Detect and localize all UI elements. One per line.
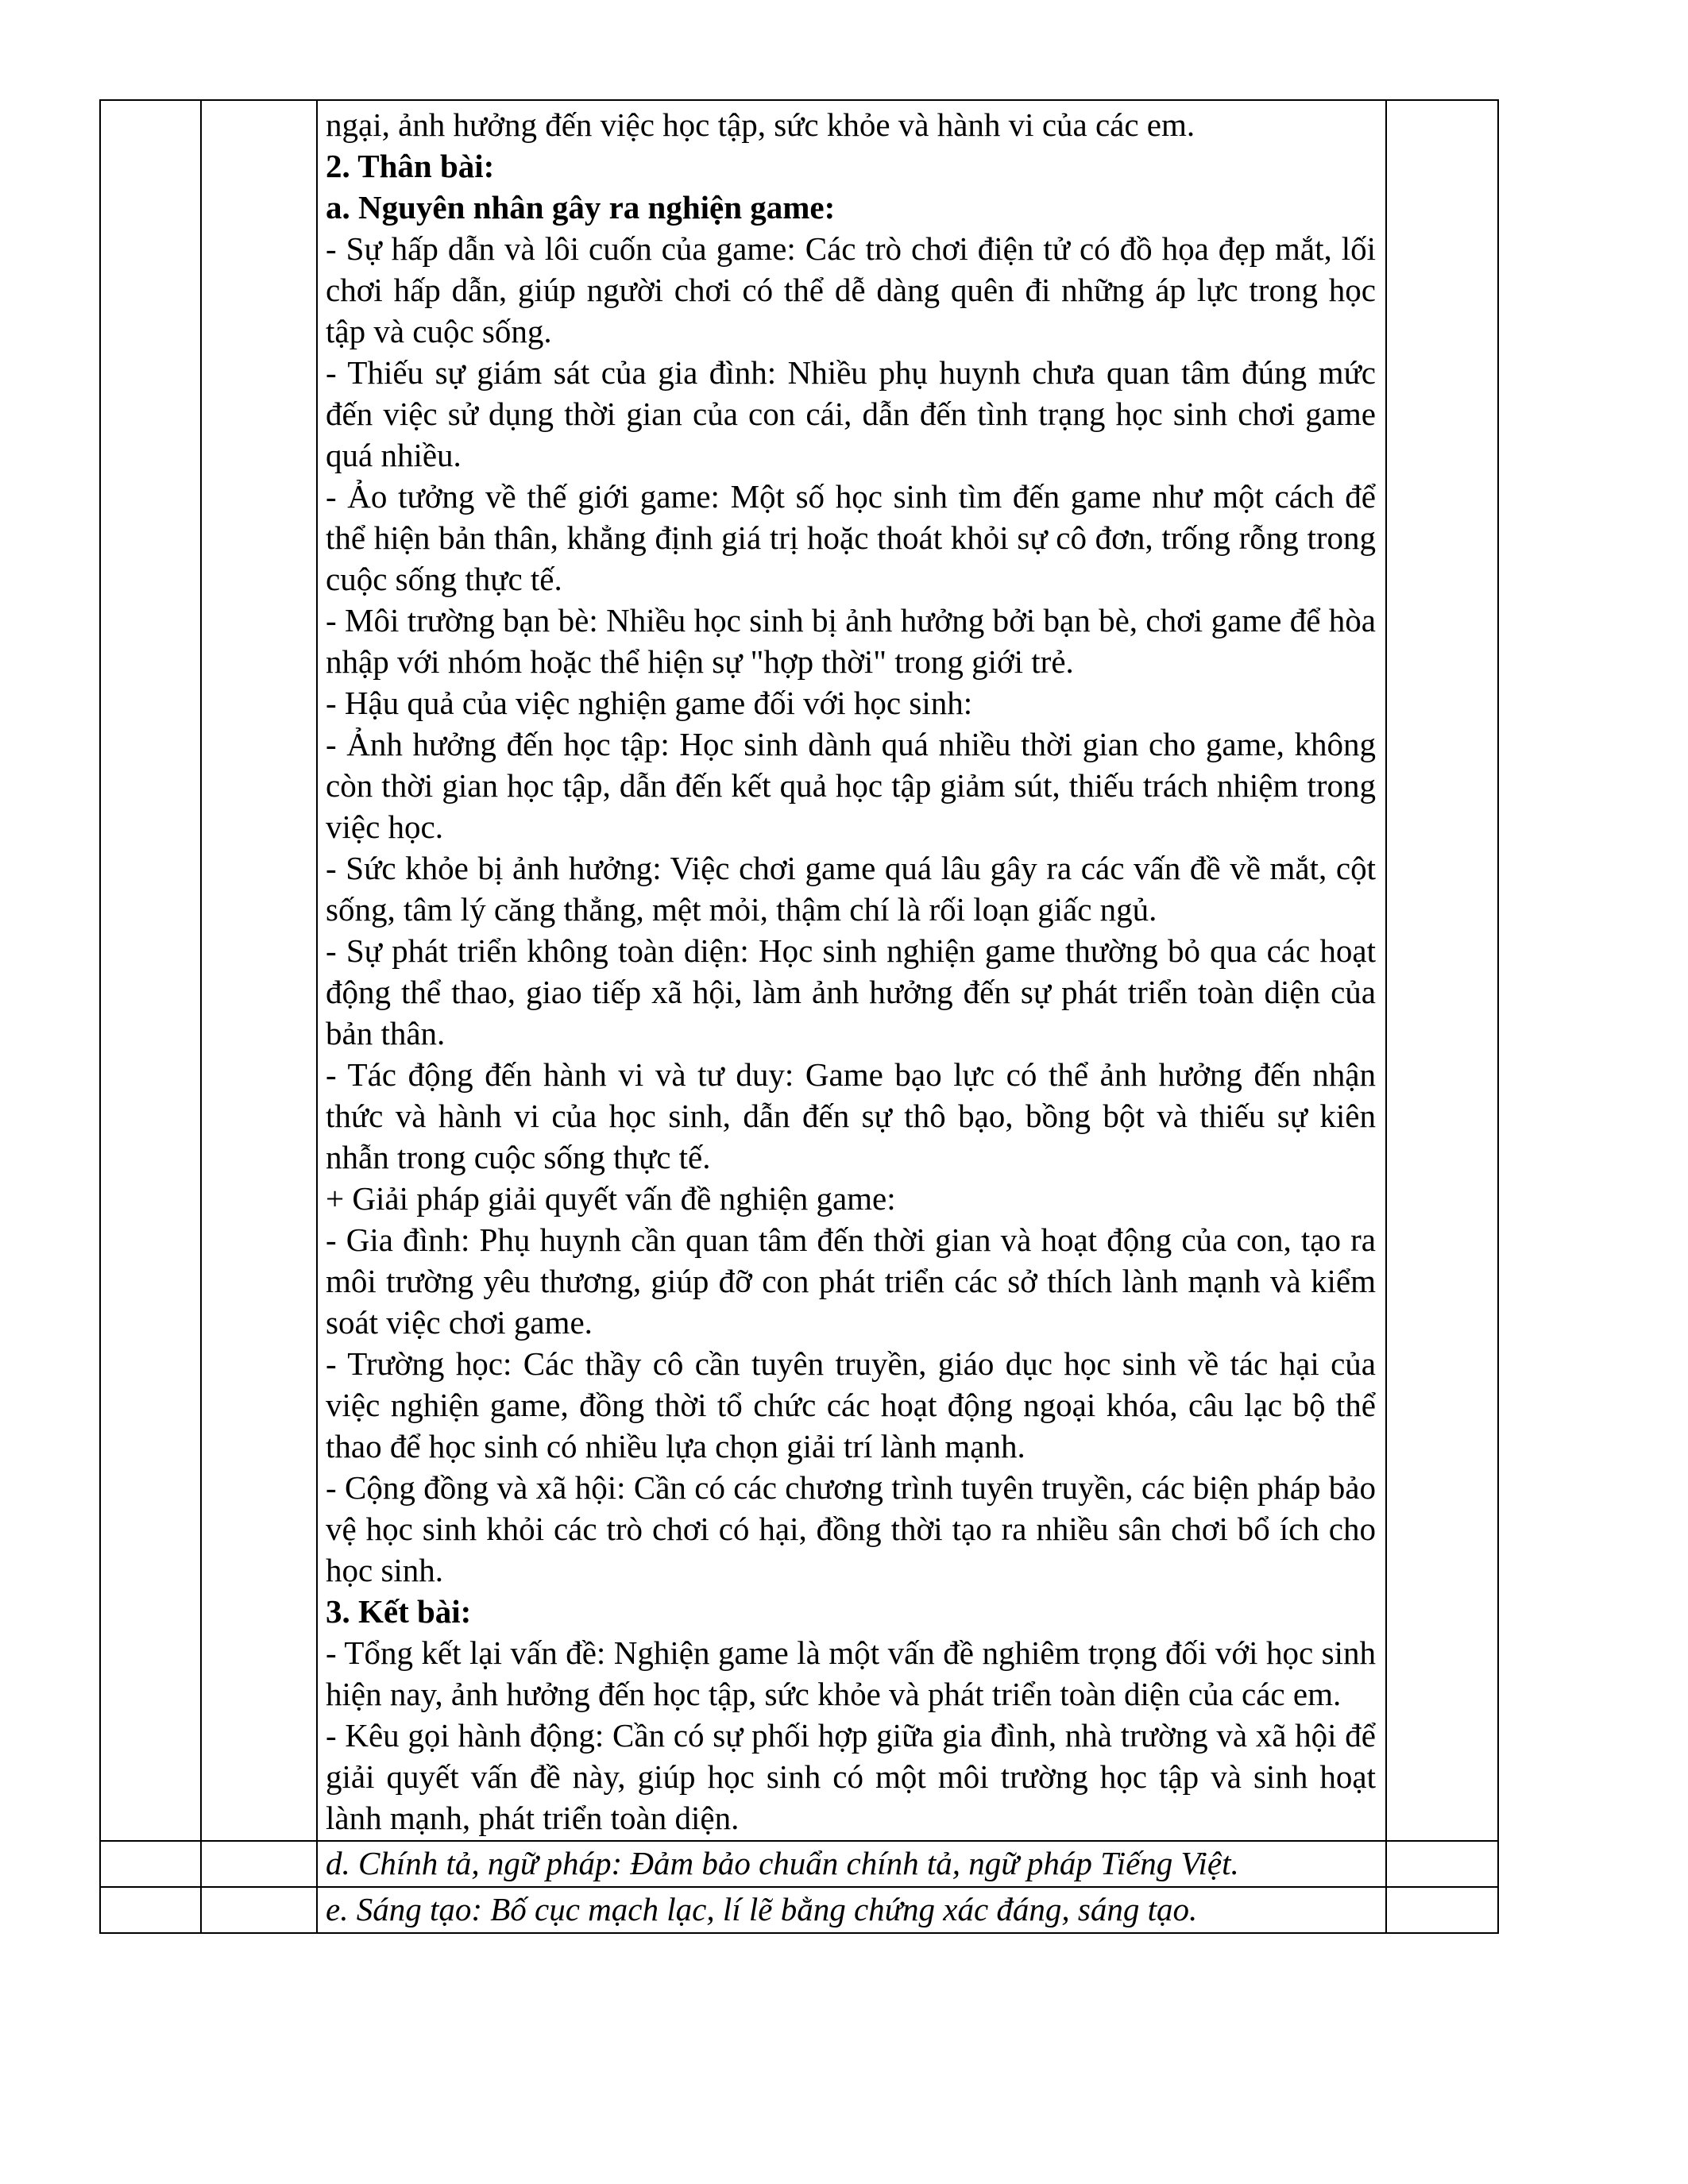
cell-part bbox=[201, 1887, 317, 1933]
paragraph: - Ảnh hưởng đến học tập: Học sinh dành quá nhiều thời gian cho game, không còn thời gian học tập, dẫn đến kết quả học tập giảm sút, thiếu trách nhiệm trong việc học. bbox=[326, 726, 1376, 845]
cell-part bbox=[201, 100, 317, 1841]
paragraph: + Giải pháp giải quyết vấn đề nghiện game: bbox=[326, 1180, 896, 1217]
cell-score bbox=[1386, 1841, 1498, 1887]
table-row-essay-outline bbox=[100, 100, 1498, 1841]
paragraph: - Gia đình: Phụ huynh cần quan tâm đến thời gian và hoạt động của con, tạo ra môi trường yêu thương, giúp đỡ con phát triển các sở thích lành mạnh và kiểm soát việc chơi game. bbox=[326, 1221, 1376, 1341]
paragraph: - Trường học: Các thầy cô cần tuyên truyền, giáo dục học sinh về tác hại của việc nghiện game, đồng thời tổ chức các hoạt động ngoại khóa, câu lạc bộ thể thao để học sinh có nhiều lựa chọn giải trí lành mạnh. bbox=[326, 1345, 1376, 1464]
paragraph: - Sức khỏe bị ảnh hưởng: Việc chơi game quá lâu gây ra các vấn đề về mắt, cột sống, tâm lý căng thẳng, mệt mỏi, thậm chí là rối loạn giấc ngủ. bbox=[326, 850, 1376, 928]
opening-line: ngại, ảnh hưởng đến việc học tập, sức khỏe và hành vi của các em. bbox=[326, 106, 1196, 143]
section-3-heading: 3. Kết bài: bbox=[326, 1593, 472, 1630]
rubric-table bbox=[99, 99, 1499, 1934]
cell-question-number bbox=[100, 1841, 201, 1887]
paragraph: - Thiếu sự giám sát của gia đình: Nhiều phụ huynh chưa quan tâm đúng mức đến việc sử dụng thời gian của con cái, dẫn đến tình trạng học sinh chơi game quá nhiều. bbox=[326, 354, 1376, 473]
paragraph: - Sự hấp dẫn và lôi cuốn của game: Các trò chơi điện tử có đồ họa đẹp mắt, lối chơi hấp dẫn, giúp người chơi có thể dễ dàng quên đi những áp lực trong học tập và cuộc sống. bbox=[326, 230, 1376, 349]
paragraph: - Môi trường bạn bè: Nhiều học sinh bị ảnh hưởng bởi bạn bè, chơi game để hòa nhập với nhóm hoặc thể hiện sự "hợp thời" trong giới trẻ. bbox=[326, 602, 1376, 680]
criterion-e-text: e. Sáng tạo: Bố cục mạch lạc, lí lẽ bằng chứng xác đáng, sáng tạo. bbox=[317, 1887, 1386, 1933]
section-2-heading: 2. Thân bài: bbox=[326, 148, 495, 184]
paragraph: - Ảo tưởng về thế giới game: Một số học sinh tìm đến game như một cách để thể hiện bản thân, khẳng định giá trị hoặc thoát khỏi sự cô đơn, trống rỗng trong cuộc sống thực tế. bbox=[326, 478, 1376, 597]
conclusion-paragraph: - Tổng kết lại vấn đề: Nghiện game là một vấn đề nghiêm trọng đối với học sinh hiện nay, ảnh hưởng đến học tập, sức khỏe và phát triển toàn diện của các em. bbox=[326, 1634, 1376, 1712]
cell-question-number bbox=[100, 100, 201, 1841]
conclusion-paragraph: - Kêu gọi hành động: Cần có sự phối hợp giữa gia đình, nhà trường và xã hội để giải quyết vấn đề này, giúp học sinh có một môi trường học tập và sinh hoạt lành mạnh, phát triển toàn diện. bbox=[326, 1717, 1376, 1836]
criterion-d-text: d. Chính tả, ngữ pháp: Đảm bảo chuẩn chính tả, ngữ pháp Tiếng Việt. bbox=[317, 1841, 1386, 1887]
cell-question-number bbox=[100, 1887, 201, 1933]
cell-content bbox=[317, 100, 1386, 1841]
cell-score bbox=[1386, 100, 1498, 1841]
paragraph: - Tác động đến hành vi và tư duy: Game bạo lực có thể ảnh hưởng đến nhận thức và hành vi của học sinh, dẫn đến sự thô bạo, bồng bột và thiếu sự kiên nhẫn trong cuộc sống thực tế. bbox=[326, 1056, 1376, 1175]
cell-score bbox=[1386, 1887, 1498, 1933]
paragraph: - Hậu quả của việc nghiện game đối với học sinh: bbox=[326, 685, 973, 721]
cell-part bbox=[201, 1841, 317, 1887]
paragraph: - Cộng đồng và xã hội: Cần có các chương trình tuyên truyền, các biện pháp bảo vệ học sinh khỏi các trò chơi có hại, đồng thời tạo ra nhiều sân chơi bổ ích cho học sinh. bbox=[326, 1469, 1376, 1588]
section-2a-heading: a. Nguyên nhân gây ra nghiện game: bbox=[326, 189, 836, 226]
table-row-criterion-e bbox=[100, 1887, 1498, 1933]
paragraph: - Sự phát triển không toàn diện: Học sinh nghiện game thường bỏ qua các hoạt động thể thao, giao tiếp xã hội, làm ảnh hưởng đến sự phát triển toàn diện của bản thân. bbox=[326, 932, 1376, 1051]
table-row-criterion-d bbox=[100, 1841, 1498, 1887]
